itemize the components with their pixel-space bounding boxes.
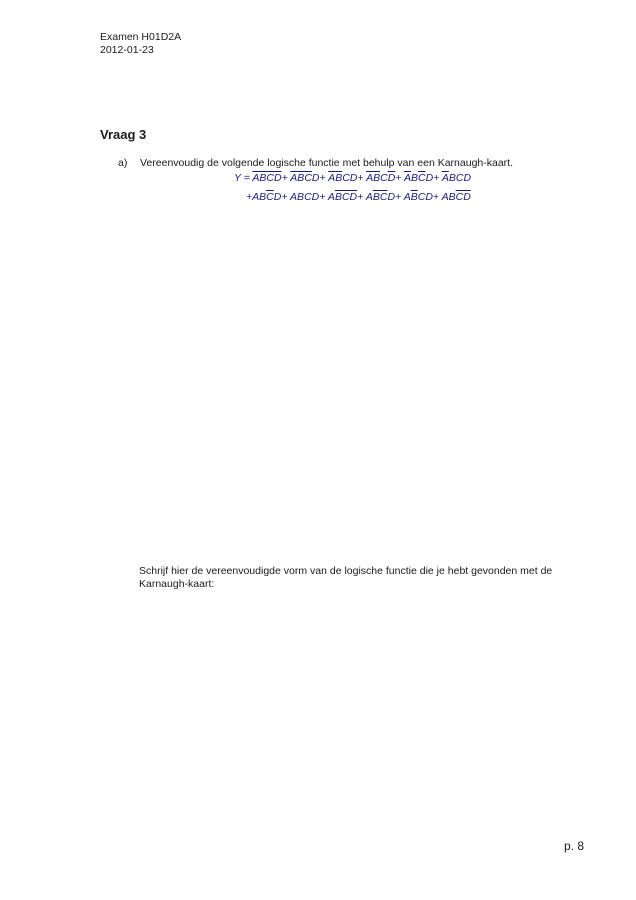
formula-token: D [311, 191, 320, 203]
formula-token: + [319, 172, 329, 184]
complemented-variable: $\overline{C}$ [455, 191, 464, 203]
formula-token: + [246, 191, 253, 203]
formula-token: C [380, 172, 388, 184]
complemented-variable: $\overline{A}$ [328, 172, 336, 184]
complemented-variable: $\overline{A}$ [290, 172, 298, 184]
formula-token: Y = [234, 172, 253, 184]
formula-token: D [387, 191, 396, 203]
complemented-variable: $\overline{C}$ [266, 191, 274, 203]
complemented-variable: $\overline{B}$ [335, 172, 343, 184]
complemented-variable: $\overline{D}$ [387, 172, 396, 184]
formula-token: + [319, 191, 328, 203]
formula-token: + [432, 191, 442, 203]
formula-token: D [273, 191, 282, 203]
formula-token: C [342, 172, 350, 184]
formula-token: A [403, 191, 411, 203]
complemented-variable: $\overline{B}$ [410, 191, 418, 203]
boolean-formula-line-1 [234, 172, 471, 184]
formula-token: A [290, 191, 298, 203]
formula-token: D [425, 172, 434, 184]
formula-token: D [311, 172, 320, 184]
exam-code: Examen H01D2A [100, 31, 182, 43]
answer-instruction: Schrijf hier de vereenvoudigde vorm van de logische functie die je hebt gevonden met de Karnaugh-kaart: [139, 565, 553, 590]
complemented-variable: $\overline{A}$ [441, 172, 449, 184]
formula-token: + [433, 172, 442, 184]
complemented-variable: $\overline{B}$ [372, 191, 380, 203]
formula-token: + [357, 191, 366, 203]
complemented-variable: $\overline{A}$ [252, 172, 260, 184]
complemented-variable: $\overline{B}$ [334, 191, 342, 203]
complemented-variable: $\overline{C}$ [417, 172, 426, 184]
complemented-variable: $\overline{B}$ [297, 172, 305, 184]
formula-token: + [395, 191, 404, 203]
document-header [100, 31, 181, 57]
complemented-variable: $\overline{A}$ [403, 172, 411, 184]
formula-token: A [252, 191, 260, 203]
formula-token: B [297, 191, 305, 203]
formula-token: + [281, 191, 291, 203]
complemented-variable: $\overline{A}$ [366, 172, 374, 184]
page-number: p. 8 [564, 839, 585, 853]
complemented-variable: $\overline{C}$ [266, 172, 275, 184]
complemented-variable: $\overline{C}$ [341, 191, 350, 203]
formula-token: B [448, 191, 456, 203]
formula-token: D [425, 191, 433, 203]
formula-token: A [327, 191, 335, 203]
question-item-a [118, 157, 513, 169]
item-label: a) [118, 157, 128, 169]
complemented-variable: $\overline{D}$ [463, 191, 471, 203]
formula-token: + [281, 172, 291, 184]
exam-date: 2012-01-23 [100, 44, 154, 56]
formula-token: A [365, 191, 373, 203]
formula-token: + [395, 172, 404, 184]
complemented-variable: $\overline{D}$ [349, 191, 358, 203]
complemented-variable: $\overline{B}$ [373, 172, 381, 184]
formula-token: B [259, 191, 267, 203]
complemented-variable: $\overline{C}$ [304, 172, 312, 184]
boolean-formula-line-2 [246, 191, 471, 203]
complemented-variable: $\overline{B}$ [259, 172, 267, 184]
complemented-variable: $\overline{D}$ [274, 172, 282, 184]
formula-token: A [441, 191, 449, 203]
formula-token: D [463, 172, 472, 184]
item-text: Vereenvoudig de volgende logische functie met behulp van een Karnaugh-kaart. [140, 157, 514, 169]
formula-token: B [410, 172, 418, 184]
complemented-variable: $\overline{C}$ [379, 191, 388, 203]
formula-token: B [448, 172, 456, 184]
formula-token: C [455, 172, 464, 184]
question-title: Vraag 3 [100, 127, 147, 142]
formula-token: + [357, 172, 367, 184]
formula-token: C [304, 191, 312, 203]
formula-token: D [349, 172, 358, 184]
formula-token: C [417, 191, 426, 203]
